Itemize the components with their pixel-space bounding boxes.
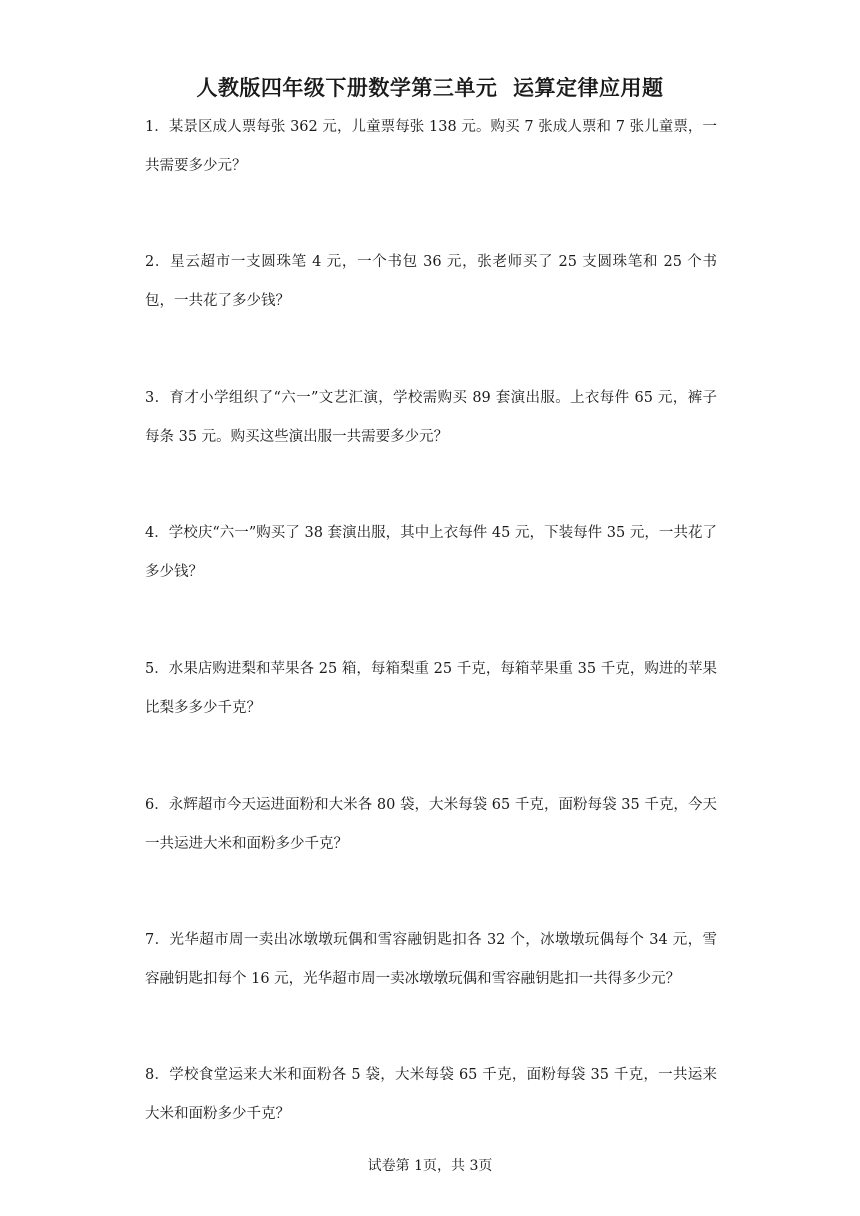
problem-text: 某景区成人票每张 362 元，儿童票每张 138 元。购买 7 张成人票和 7 张儿童票，一共需要多少元？ (145, 119, 717, 174)
problem-7 (145, 921, 717, 999)
problem-number: 5． (145, 661, 169, 677)
problem-number: 3． (145, 390, 170, 406)
problem-number: 6． (145, 797, 169, 813)
problem-text: 水果店购进梨和苹果各 25 箱，每箱梨重 25 千克，每箱苹果重 35 千克，购进的苹果比梨多多少千克？ (145, 661, 717, 716)
problem-8 (145, 1056, 717, 1134)
problem-number: 8． (145, 1067, 170, 1083)
problem-6 (145, 786, 717, 864)
problem-3 (145, 379, 717, 457)
problem-text: 育才小学组织了“六一”文艺汇演，学校需购买 89 套演出服。上衣每件 65 元，裤子每条 35 元。购买这些演出服一共需要多少元？ (145, 390, 717, 445)
problem-number: 2． (145, 254, 171, 270)
page-title: 人教版四年级下册数学第三单元 运算定律应用题 (196, 76, 664, 100)
problem-text: 光华超市周一卖出冰墩墩玩偶和雪容融钥匙扣各 32 个，冰墩墩玩偶每个 34 元，雪容融钥匙扣每个 16 元，光华超市周一卖冰墩墩玩偶和雪容融钥匙扣一共得多少元？ (145, 932, 717, 987)
problem-1 (145, 108, 717, 186)
problem-text: 星云超市一支圆珠笔 4 元，一个书包 36 元，张老师买了 25 支圆珠笔和 25 个书包，一共花了多少钱？ (145, 254, 718, 309)
page-footer: 试卷第 1页，共 3页 (367, 1158, 493, 1174)
problem-text: 学校食堂运来大米和面粉各 5 袋，大米每袋 65 千克，面粉每袋 35 千克，一共运来大米和面粉多少千克？ (145, 1067, 717, 1122)
problem-number: 1． (145, 119, 169, 135)
problem-4 (145, 514, 717, 592)
problem-text: 学校庆“六一”购买了 38 套演出服，其中上衣每件 45 元，下装每件 35 元，一共花了多少钱？ (145, 525, 717, 580)
problem-number: 7． (145, 932, 170, 948)
problem-text: 永辉超市今天运进面粉和大米各 80 袋，大米每袋 65 千克，面粉每袋 35 千克，今天一共运进大米和面粉多少千克？ (145, 797, 717, 852)
problem-5 (145, 650, 717, 728)
problem-number: 4． (145, 525, 169, 541)
problem-2 (145, 243, 717, 321)
